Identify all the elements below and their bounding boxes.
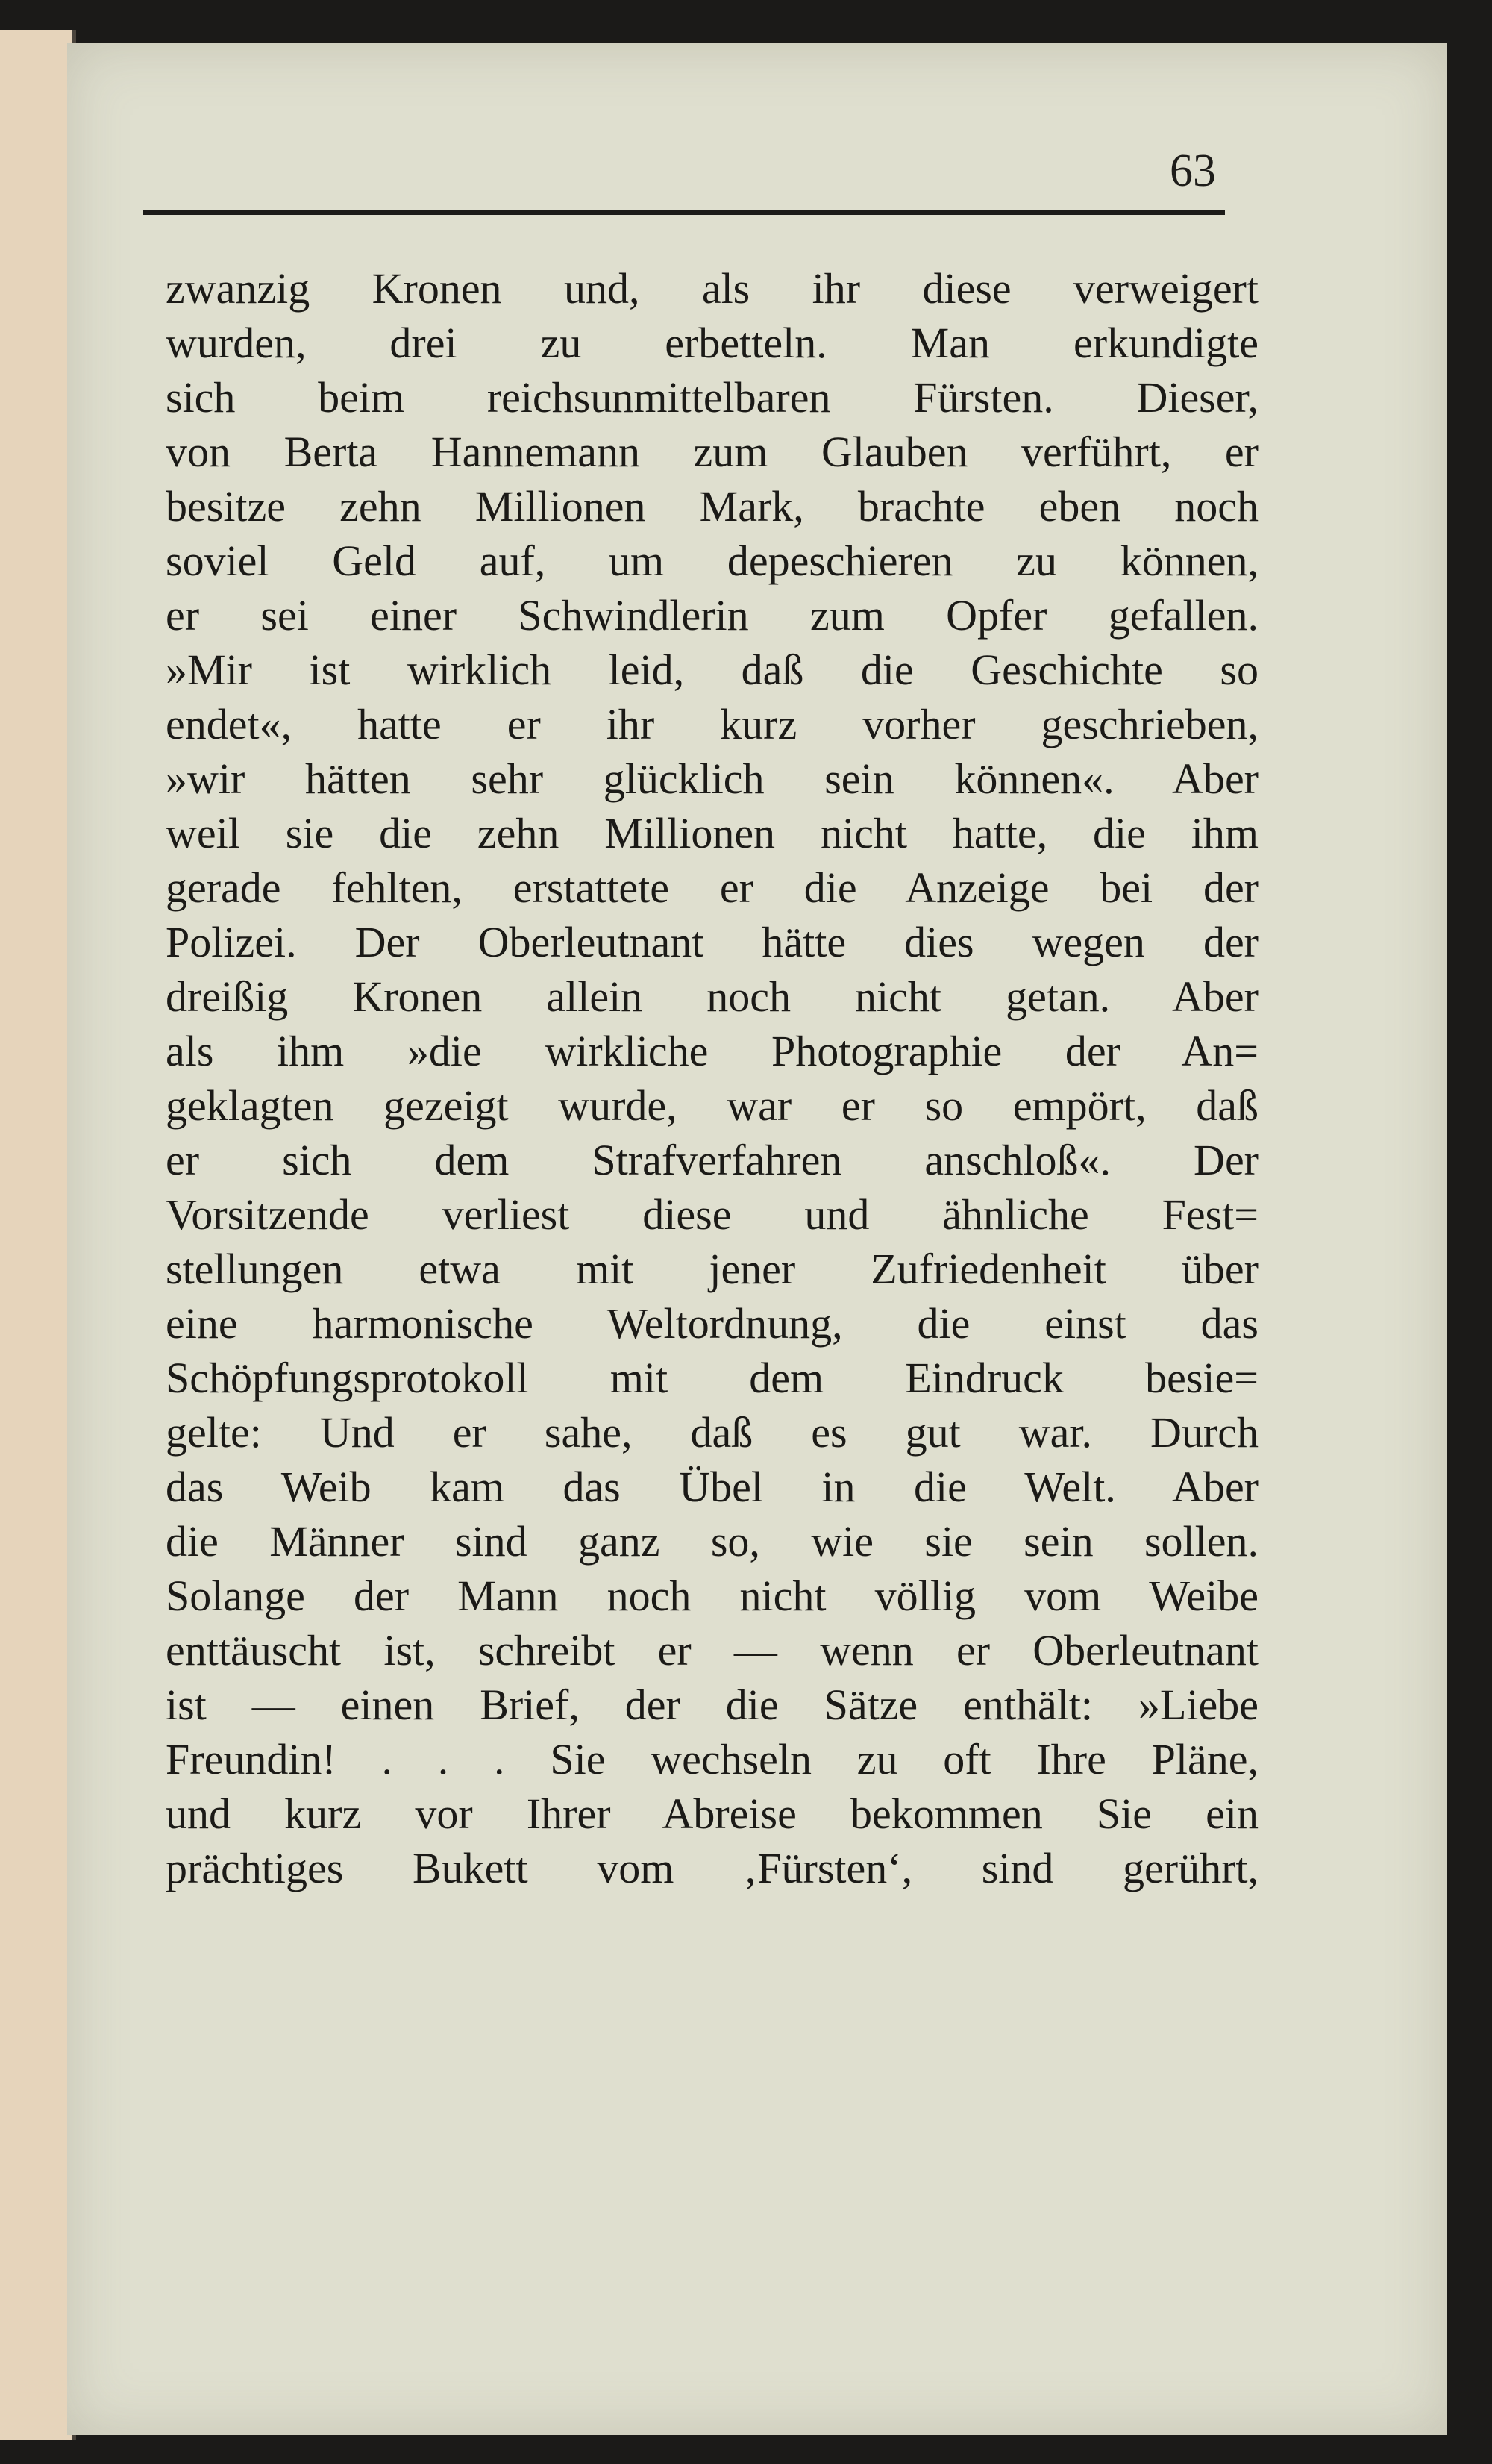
text-line: Schöpfungsprotokoll mit dem Eindruck besie= [166,1354,1259,1402]
text-line: gelte: Und er sahe, daß es gut war. Durch [166,1408,1259,1457]
text-line: »wir hätten sehr glücklich sein können«. Aber [166,754,1259,803]
text-line: sich beim reichsunmittelbaren Fürsten. Dieser, [166,373,1259,422]
text-line: endet«, hatte er ihr kurz vorher geschrieben, [166,700,1259,748]
text-line: gerade fehlten, erstattete er die Anzeige bei der [166,863,1259,912]
text-line: er sei einer Schwindlerin zum Opfer gefallen. [166,591,1259,640]
page-number: 63 [1170,146,1216,196]
text-line: das Weib kam das Übel in die Welt. Aber [166,1463,1259,1511]
text-line: weil sie die zehn Millionen nicht hatte, die ihm [166,809,1259,857]
text-line: zwanzig Kronen und, als ihr diese verweigert [166,264,1259,313]
text-line: dreißig Kronen allein noch nicht getan. Aber [166,972,1259,1021]
text-line: geklagten gezeigt wurde, war er so empört, daß [166,1081,1259,1130]
text-line: stellungen etwa mit jener Zufriedenheit über [166,1245,1259,1293]
text-line: er sich dem Strafverfahren anschloß«. Der [166,1136,1259,1184]
text-line: und kurz vor Ihrer Abreise bekommen Sie ein [166,1789,1259,1838]
text-line: »Mir ist wirklich leid, daß die Geschichte so [166,645,1259,694]
body-text [166,261,1259,1895]
text-line: ist — einen Brief, der die Sätze enthält: »Liebe [166,1680,1259,1729]
text-line: soviel Geld auf, um depeschieren zu können, [166,537,1259,585]
text-line: wurden, drei zu erbetteln. Man erkundigte [166,319,1259,367]
text-line: Solange der Mann noch nicht völlig vom Weibe [166,1572,1259,1620]
text-line: die Männer sind ganz so, wie sie sein sollen. [166,1517,1259,1566]
text-line: prächtiges Bukett vom ‚Fürsten‘, sind gerührt, [166,1844,1259,1892]
text-line: Vorsitzende verliest diese und ähnliche Fest= [166,1190,1259,1239]
text-line: Polizei. Der Oberleutnant hätte dies wegen der [166,918,1259,966]
text-line: von Berta Hannemann zum Glauben verführt, er [166,428,1259,476]
header-rule [143,210,1225,215]
text-line: eine harmonische Weltordnung, die einst das [166,1299,1259,1348]
text-line: enttäuscht ist, schreibt er — wenn er Oberleutnant [166,1626,1259,1675]
text-line: besitze zehn Millionen Mark, brachte eben noch [166,482,1259,531]
facing-page-edge [0,30,76,2440]
text-line: Freundin! . . . Sie wechseln zu oft Ihre Pläne, [166,1735,1259,1783]
text-line: als ihm »die wirkliche Photographie der An= [166,1027,1259,1075]
